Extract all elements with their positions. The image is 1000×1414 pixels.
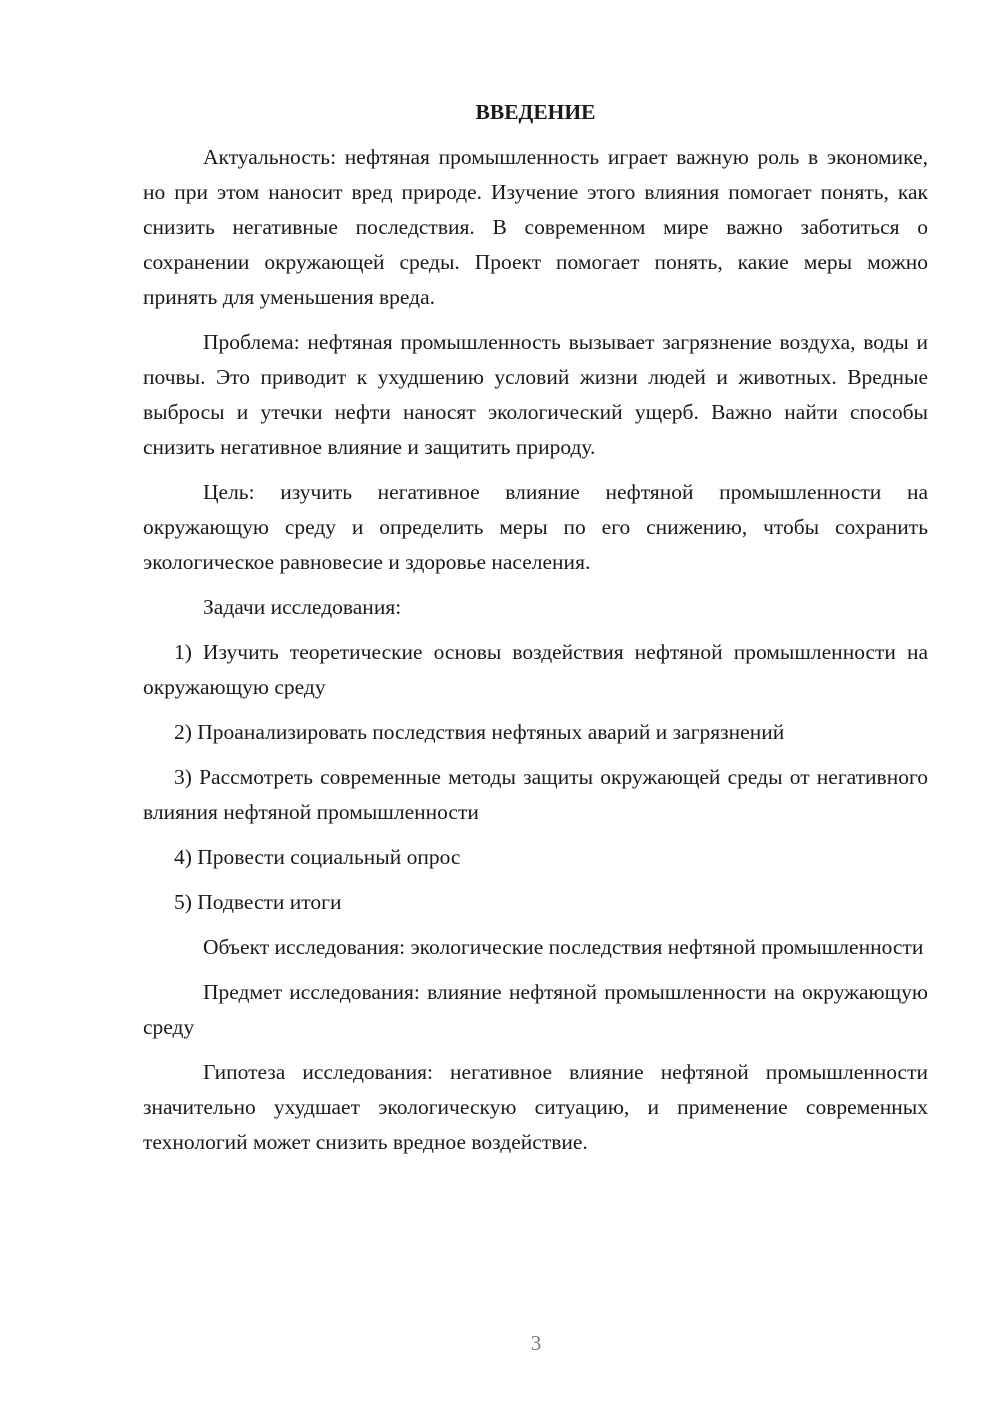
tasks-heading: Задачи исследования: (203, 595, 402, 619)
page-title: ВВЕДЕНИЕ (475, 100, 596, 124)
task-item-4: 4) Провести социальный опрос (174, 845, 461, 869)
paragraph-problem: Проблема: нефтяная промышленность вызывает загрязнение воздуха, воды и почвы. Это приводит к ухудшению условий жизни людей и животных. Вредные выбросы и утечки нефти наносят экологический ущерб. Важно найти способы снизить негативное влияние и защитить природу. (143, 330, 928, 459)
task-item-1: 1) Изучить теоретические основы воздействия нефтяной промышленности на окружающую среду (143, 640, 928, 699)
page-body (143, 95, 928, 1170)
paragraph-hypothesis: Гипотеза исследования: негативное влияние нефтяной промышленности значительно ухудшает экологическую ситуацию, и применение современных технологий может снизить вредное воздействие. (143, 1060, 928, 1154)
task-item-2: 2) Проанализировать последствия нефтяных аварий и загрязнений (174, 720, 785, 744)
task-item-3: 3) Рассмотреть современные методы защиты окружающей среды от негативного влияния нефтяной промышленности (143, 765, 928, 824)
paragraph-subject: Предмет исследования: влияние нефтяной промышленности на окружающую среду (143, 980, 928, 1039)
paragraph-relevance: Актуальность: нефтяная промышленность играет важную роль в экономике, но при этом наносит вред природе. Изучение этого влияния помогает понять, как снизить негативные последствия. В современном мире важно заботиться о сохранении окружающей среды. Проект помогает понять, какие меры можно принять для уменьшения вреда. (143, 145, 928, 309)
paragraph-goal: Цель: изучить негативное влияние нефтяной промышленности на окружающую среду и определить меры по его снижению, чтобы сохранить экологическое равновесие и здоровье населения. (143, 480, 928, 574)
page-number: 3 (530, 1331, 542, 1355)
task-item-5: 5) Подвести итоги (174, 890, 342, 914)
paragraph-object: Объект исследования: экологические последствия нефтяной промышленности (203, 935, 924, 959)
